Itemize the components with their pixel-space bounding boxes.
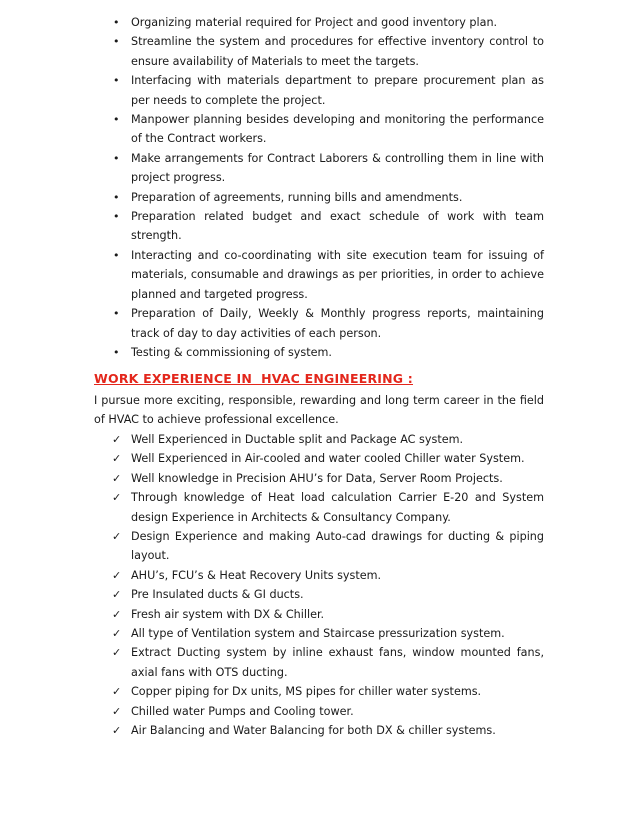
list-item [110,721,544,740]
list-item-text: Well Experienced in Ductable split and Package AC system. [131,433,464,446]
list-item [110,188,544,207]
list-item [110,71,544,110]
checkmark-icon: ✓ [112,704,122,718]
section-intro: I pursue more exciting, responsible, rewarding and long term career in the field of HVAC to achieve professional excellence. [94,394,544,427]
list-item [110,449,544,468]
checkmark-icon: ✓ [112,627,122,641]
bullet-icon: • [113,210,120,224]
list-item [110,246,544,304]
bullet-icon: • [113,74,120,88]
bullet-icon: • [113,190,120,204]
checkmark-icon: ✓ [112,491,122,505]
bullet-icon: • [113,16,120,29]
checkmark-icon: ✓ [112,471,122,485]
list-item-text: Extract Ducting system by inline exhaust fans, window mounted fans, axial fans with OTS ducting. [131,646,544,679]
list-item-text: AHU’s, FCU’s & Heat Recovery Units system. [131,568,382,582]
list-item [110,605,544,624]
list-item-text: Preparation related budget and exact schedule of work with team strength. [131,210,544,243]
list-item [110,643,544,682]
list-item-text: Organizing material required for Project and good inventory plan. [131,16,498,29]
list-item-text: Through knowledge of Heat load calculation Carrier E-20 and System design Experience in Architects & Consultancy Company. [131,491,544,524]
list-item [110,702,544,721]
list-item [110,430,544,449]
list-item-text: Design Experience and making Auto-cad drawings for ducting & piping layout. [131,530,544,563]
checkmark-icon: ✓ [112,724,122,738]
bullet-icon: • [113,35,120,49]
list-item [110,304,544,343]
bullet-icon: • [113,307,120,321]
list-item [110,585,544,604]
list-item-text: Testing & commissioning of system. [131,345,332,359]
list-item-text: Manpower planning besides developing and monitoring the performance of the Contract workers. [131,113,544,146]
list-item-text: Streamline the system and procedures for effective inventory control to ensure availability of Materials to meet the targets. [131,35,544,68]
list-item [110,624,544,643]
list-item-text: Well Experienced in Air-cooled and water cooled Chiller water System. [131,452,525,466]
list-item [110,488,544,527]
list-item [110,343,544,362]
list-item-text: Pre Insulated ducts & GI ducts. [131,588,304,602]
checkmark-icon: ✓ [112,607,122,621]
list-item [110,207,544,246]
list-item-text: Air Balancing and Water Balancing for both DX & chiller systems. [131,724,496,738]
list-item [110,149,544,188]
list-item-text: Copper piping for Dx units, MS pipes for chiller water systems. [131,685,482,699]
checkmark-icon: ✓ [112,685,122,699]
list-item [110,527,544,566]
list-item-text: All type of Ventilation system and Staircase pressurization system. [131,627,505,641]
list-item-text: Preparation of agreements, running bills and amendments. [131,190,463,204]
bullet-icon: • [113,113,120,127]
checkmark-icon: ✓ [112,530,122,544]
list-item [110,566,544,585]
checkmark-icon: ✓ [112,646,122,660]
list-item-text: Fresh air system with DX & Chiller. [131,607,325,621]
checkmark-icon: ✓ [112,452,122,466]
bullet-icon: • [113,345,120,359]
list-item-text: Make arrangements for Contract Laborers & controlling them in line with project progress. [131,151,544,185]
section-title: WORK EXPERIENCE IN HVAC ENGINEERING : [94,371,413,386]
responsibilities-list [110,13,544,362]
list-item-text: Chilled water Pumps and Cooling tower. [131,704,354,718]
hvac-experience-list [110,430,544,741]
bullet-icon: • [113,151,120,165]
list-item-text: Well knowledge in Precision AHU’s for Data, Server Room Projects. [131,471,503,485]
list-item-text: Preparation of Daily, Weekly & Monthly progress reports, maintaining track of day to day activities of each person. [131,307,544,340]
checkmark-icon: ✓ [112,568,122,582]
list-item [110,110,544,149]
list-item [110,32,544,71]
list-item [110,682,544,701]
checkmark-icon: ✓ [112,433,122,446]
list-item [110,469,544,488]
list-item [110,13,544,32]
list-item-text: Interacting and co-coordinating with site execution team for issuing of materials, consumable and drawings as per priorities, in order to achieve planned and targeted progress. [131,248,544,301]
list-item-text: Interfacing with materials department to prepare procurement plan as per needs to complete the project. [131,74,544,107]
bullet-icon: • [113,248,120,262]
checkmark-icon: ✓ [112,588,122,602]
